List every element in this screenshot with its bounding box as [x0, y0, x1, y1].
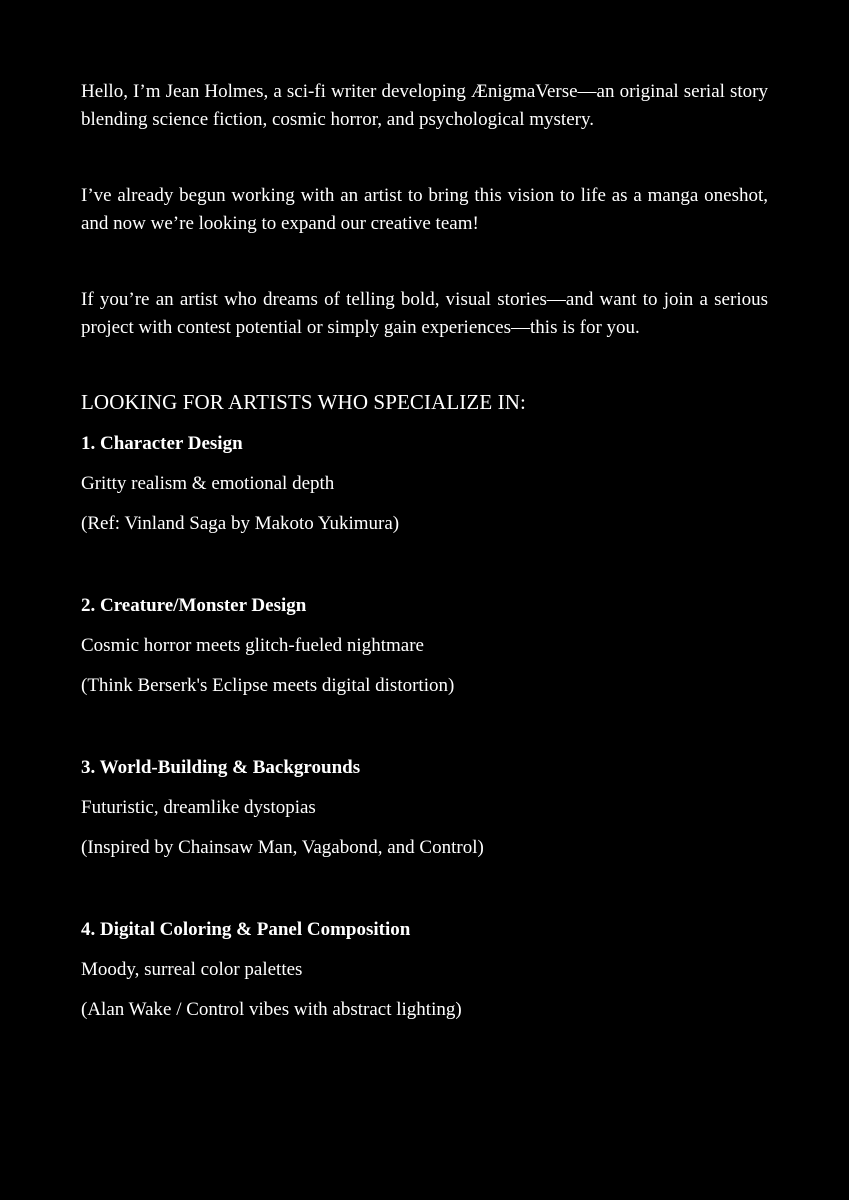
specialty-description: Gritty realism & emotional depth — [81, 473, 335, 494]
specialty-title: 4. Digital Coloring & Panel Composition — [81, 919, 411, 940]
specialty-description: Cosmic horror meets glitch-fueled nightmare — [81, 635, 424, 656]
specialty-title: 1. Character Design — [81, 433, 243, 454]
specialty-reference: (Ref: Vinland Saga by Makoto Yukimura) — [81, 513, 400, 534]
specialty-world-building — [81, 754, 768, 862]
intro-paragraph-3: If you’re an artist who dreams of telling bold, visual stories—and want to join a serious project with contest potential or simply gain experiences—this is for you. — [81, 289, 768, 338]
specialty-character-design — [81, 430, 768, 538]
specialty-title: 2. Creature/Monster Design — [81, 595, 307, 616]
specialty-creature-design — [81, 592, 768, 700]
specialty-digital-coloring — [81, 916, 768, 1024]
specialty-description: Futuristic, dreamlike dystopias — [81, 797, 316, 818]
document-content — [81, 78, 768, 1078]
intro-paragraph-2: I’ve already begun working with an artist to bring this vision to life as a manga oneshot, and now we’re looking to expand our creative team! — [81, 185, 768, 234]
specialty-reference: (Think Berserk's Eclipse meets digital distortion) — [81, 675, 455, 696]
specialty-reference: (Inspired by Chainsaw Man, Vagabond, and Control) — [81, 837, 484, 858]
specialty-title: 3. World-Building & Backgrounds — [81, 757, 361, 778]
intro-paragraph-1: Hello, I’m Jean Holmes, a sci-fi writer developing ÆnigmaVerse—an original serial story blending science fiction, cosmic horror, and psychological mystery. — [81, 81, 768, 130]
specialty-reference: (Alan Wake / Control vibes with abstract lighting) — [81, 999, 462, 1020]
section-heading: LOOKING FOR ARTISTS WHO SPECIALIZE IN: — [81, 390, 526, 414]
specialty-description: Moody, surreal color palettes — [81, 959, 303, 980]
